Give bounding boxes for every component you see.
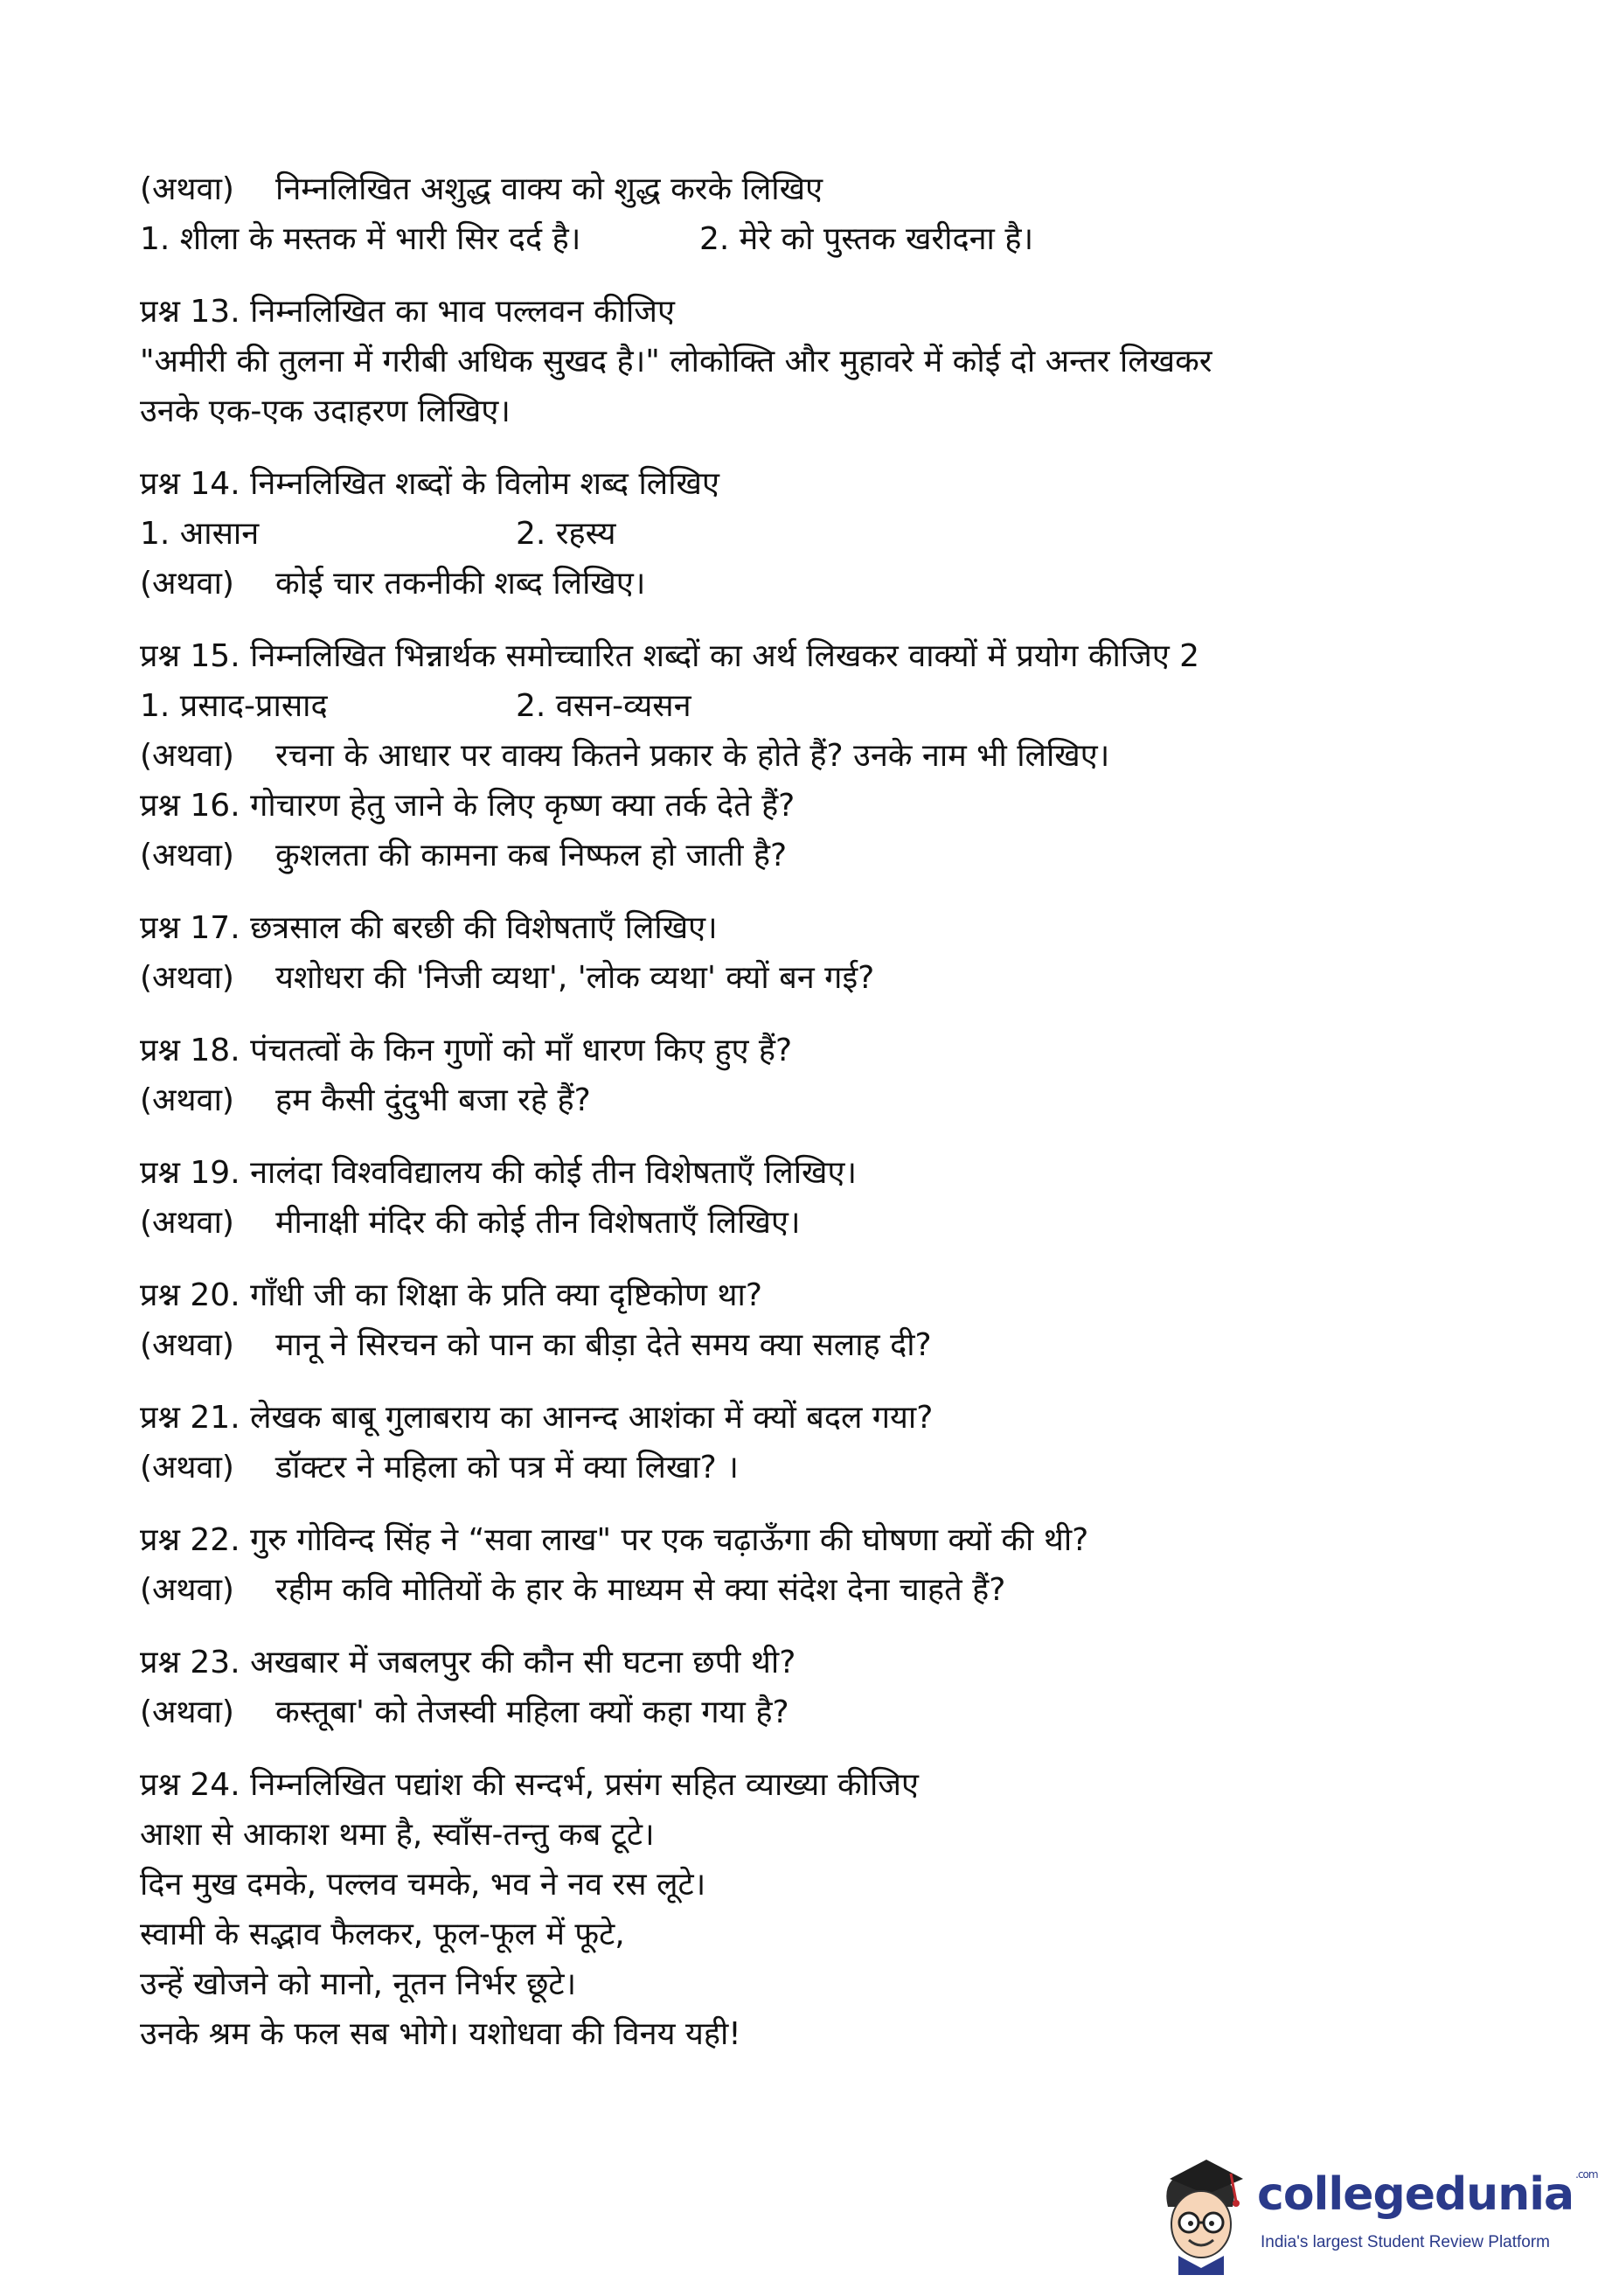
question-21: प्रश्न 21. लेखक बाबू गुलाबराय का आनन्द आशंका में क्यों बदल गया?: [140, 1400, 934, 1436]
text-line: [140, 559, 1451, 609]
poem-line: आशा से आकाश थमा है, स्वाँस-तन्तु कब टूटे।: [140, 1817, 655, 1853]
text-line: "अमीरी की तुलना में गरीबी अधिक सुखद है।" लोकोक्ति और मुहावरे में कोई दो अन्तर लिखकर: [140, 344, 1212, 379]
or-label: (अथवा): [140, 1327, 234, 1363]
brand-tagline: India's largest Student Review Platform: [1261, 2233, 1551, 2251]
or-label: (अथवा): [140, 1082, 234, 1118]
poem-line: उन्हें खोजने को मानो, नूतन निर्भर छूटे।: [140, 1966, 577, 2002]
text-line: [140, 681, 1451, 731]
brand-text: collegedunia: [1257, 2168, 1574, 2221]
or-label: (अथवा): [140, 1450, 234, 1485]
or-label: (अथवा): [140, 1572, 234, 1608]
line-text: निम्नलिखित अशुद्ध वाक्य को शुद्ध करके लिखिए: [275, 171, 823, 207]
question-20: प्रश्न 20. गाँधी जी का शिक्षा के प्रति क्या दृष्टिकोण था?: [140, 1277, 762, 1313]
line-text: कुशलता की कामना कब निष्फल हो जाती है?: [275, 838, 788, 873]
option-2: 2. रहस्य: [516, 516, 616, 552]
poem-line: उनके श्रम के फल सब भोगे। यशोधवा की विनय यही!: [140, 2016, 741, 2052]
text-line: [140, 164, 1451, 214]
text-line: [140, 1320, 1451, 1370]
brand-suffix: .com: [1575, 2168, 1598, 2181]
text-line: [140, 831, 1451, 880]
line-text: डॉक्टर ने महिला को पत्र में क्या लिखा? ।: [275, 1450, 739, 1485]
or-label: (अथवा): [140, 1694, 234, 1730]
document-body: [140, 164, 1451, 2059]
mascot-icon: [1152, 2153, 1248, 2275]
text-line: [140, 1075, 1451, 1125]
line-text: रहीम कवि मोतियों के हार के माध्यम से क्या संदेश देना चाहते हैं?: [275, 1572, 1006, 1608]
option-1: 1. आसान: [140, 516, 260, 552]
question-18: प्रश्न 18. पंचतत्वों के किन गुणों को माँ धारण किए हुए हैं?: [140, 1033, 793, 1068]
line-text: कस्तूबा' को तेजस्वी महिला क्यों कहा गया है?: [275, 1694, 789, 1730]
or-label: (अथवा): [140, 1205, 234, 1241]
question-19: प्रश्न 19. नालंदा विश्वविद्यालय की कोई तीन विशेषताएँ लिखिए।: [140, 1155, 858, 1191]
text-line: [140, 509, 1451, 559]
brand-name: [1257, 2168, 1598, 2221]
option-1: 1. शीला के मस्तक में भारी सिर दर्द है।: [140, 221, 581, 257]
line-text: कोई चार तकनीकी शब्द लिखिए।: [275, 566, 646, 602]
question-23: प्रश्न 23. अखबार में जबलपुर की कौन सी घटना छपी थी?: [140, 1645, 796, 1680]
line-text: रचना के आधार पर वाक्य कितने प्रकार के होते हैं? उनके नाम भी लिखिए।: [275, 738, 1110, 774]
or-label: (अथवा): [140, 738, 234, 774]
poem-line: दिन मुख दमके, पल्लव चमके, भव ने नव रस लूटे।: [140, 1867, 706, 1903]
question-15: प्रश्न 15. निम्नलिखित भिन्नार्थक समोच्चारित शब्दों का अर्थ लिखकर वाक्यों में प्रयोग कीजिए 2: [140, 638, 1200, 674]
or-label: (अथवा): [140, 838, 234, 873]
text-line: [140, 214, 1451, 264]
collegedunia-logo: [1152, 2153, 1598, 2275]
poem-line: स्वामी के सद्भाव फैलकर, फूल-फूल में फूटे,: [140, 1917, 625, 1952]
question-24: प्रश्न 24. निम्नलिखित पद्यांश की सन्दर्भ, प्रसंग सहित व्याख्या कीजिए: [140, 1767, 919, 1803]
text-line: [140, 1443, 1451, 1492]
option-2: 2. मेरे को पुस्तक खरीदना है।: [699, 221, 1034, 257]
text-line: [140, 731, 1451, 781]
option-2: 2. वसन-व्यसन: [516, 688, 691, 724]
line-text: हम कैसी दुंदुभी बजा रहे हैं?: [275, 1082, 591, 1118]
line-text: मानू ने सिरचन को पान का बीड़ा देते समय क्या सलाह दी?: [275, 1327, 932, 1363]
question-22: प्रश्न 22. गुरु गोविन्द सिंह ने “सवा लाख" पर एक चढ़ाऊँगा की घोषणा क्यों की थी?: [140, 1522, 1089, 1558]
question-14: प्रश्न 14. निम्नलिखित शब्दों के विलोम शब्द लिखिए: [140, 466, 719, 502]
text-line: उनके एक-एक उदाहरण लिखिए।: [140, 393, 511, 429]
text-line: [140, 1687, 1451, 1737]
option-1: 1. प्रसाद-प्रासाद: [140, 688, 328, 724]
or-label: (अथवा): [140, 566, 234, 602]
text-line: [140, 1198, 1451, 1248]
or-label: (अथवा): [140, 171, 234, 207]
question-16: प्रश्न 16. गोचारण हेतु जाने के लिए कृष्ण क्या तर्क देते हैं?: [140, 788, 796, 824]
question-13: प्रश्न 13. निम्नलिखित का भाव पल्लवन कीजिए: [140, 294, 675, 330]
line-text: मीनाक्षी मंदिर की कोई तीन विशेषताएँ लिखिए।: [275, 1205, 801, 1241]
or-label: (अथवा): [140, 960, 234, 996]
text-line: [140, 1565, 1451, 1615]
line-text: यशोधरा की 'निजी व्यथा', 'लोक व्यथा' क्यों बन गई?: [275, 960, 875, 996]
text-line: [140, 953, 1451, 1003]
question-17: प्रश्न 17. छत्रसाल की बरछी की विशेषताएँ लिखिए।: [140, 910, 718, 946]
